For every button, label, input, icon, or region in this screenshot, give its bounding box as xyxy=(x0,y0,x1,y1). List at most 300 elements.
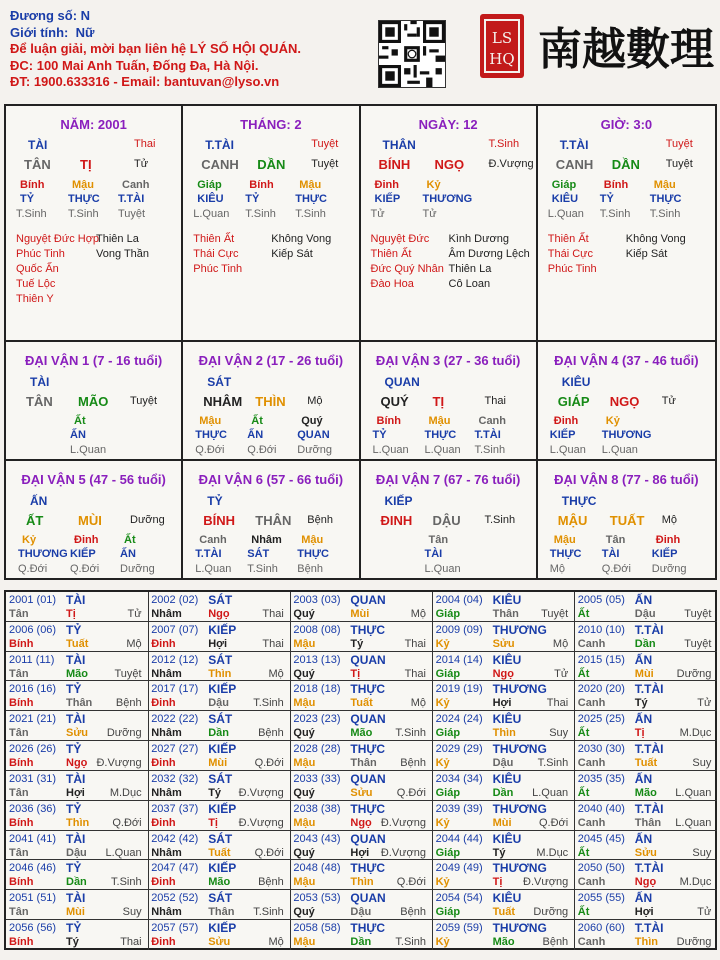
year-stem: Kỷ xyxy=(435,697,450,710)
year-god: SÁT xyxy=(208,652,233,667)
year-god: SÁT xyxy=(208,712,233,727)
dai-van-stem: ĐINH xyxy=(380,513,413,528)
year-cell xyxy=(433,622,576,652)
year-stem: Kỷ xyxy=(435,816,450,829)
pillar-branch: NGỌ xyxy=(434,157,465,172)
dai-van-title: ĐẠI VẬN 1 (7 - 16 tuổi) xyxy=(25,353,163,368)
year-stage: Mộ xyxy=(268,936,284,949)
dv-hidden-stem: Tân xyxy=(428,534,449,546)
year-label: 2018 (18) xyxy=(293,683,341,696)
year-stem: Bính xyxy=(9,697,34,710)
brand-logo xyxy=(478,10,716,82)
year-god: ẤN xyxy=(634,712,653,727)
dv-hidden-stem: Đinh xyxy=(553,415,579,427)
year-stage: Tử xyxy=(697,906,712,919)
year-label: 2022 (22) xyxy=(151,713,199,726)
year-stage: Thai xyxy=(262,637,284,650)
dv-hidden-stage: Q.Đới xyxy=(195,444,225,456)
hidden-stem: Mậu xyxy=(299,179,322,191)
year-cell xyxy=(290,741,433,771)
year-cell xyxy=(6,681,149,711)
year-stem: Kỷ xyxy=(435,637,450,650)
year-cell xyxy=(148,860,291,890)
year-stage: Bệnh xyxy=(542,936,569,949)
hidden-god: THƯƠNG xyxy=(422,193,473,205)
dai-van-title: ĐẠI VẬN 5 (47 - 56 tuổi) xyxy=(21,472,166,487)
contact-line: Để luận giải, mời bạn liên hệ LÝ SỐ HỘI QUÁN. xyxy=(10,41,301,56)
dai-van-stage: Thai xyxy=(484,395,506,407)
year-label: 2037 (37) xyxy=(151,802,199,815)
year-stage: Bệnh xyxy=(400,906,426,919)
year-cell xyxy=(148,592,291,622)
year-god: THỰC xyxy=(350,801,386,816)
pillar-stage: Tuyệt xyxy=(311,158,339,170)
shensha-right: Kiếp Sát xyxy=(271,248,313,260)
year-label: 2045 (45) xyxy=(577,832,625,845)
year-cell xyxy=(290,711,433,741)
pillar-cell xyxy=(6,106,183,342)
year-cell xyxy=(575,890,718,920)
year-god: TÀI xyxy=(66,771,86,786)
year-stage: M.Dục xyxy=(536,846,569,859)
dai-van-cell xyxy=(538,461,715,580)
dv-hidden-stem: Canh xyxy=(478,415,506,427)
year-stem: Bính xyxy=(9,936,34,949)
hidden-god: THỰC xyxy=(649,193,682,205)
year-stem: Giáp xyxy=(435,846,461,859)
pillar-branch-god: T.Sinh xyxy=(488,138,520,150)
year-god: KIÊU xyxy=(492,771,522,786)
year-label: 2059 (59) xyxy=(435,922,483,935)
year-god: KIẾP xyxy=(208,861,237,876)
year-stage: Thai xyxy=(120,936,142,949)
year-stage: Suy xyxy=(549,727,569,740)
year-branch: Tị xyxy=(66,608,76,620)
year-cell xyxy=(575,681,718,711)
year-god: THỰC xyxy=(350,742,386,757)
year-god: ẤN xyxy=(634,891,653,906)
year-cell xyxy=(148,801,291,831)
pillar-branch: DẦN xyxy=(257,157,286,172)
year-cell xyxy=(575,920,718,950)
hidden-stage: T.Sinh xyxy=(245,208,276,220)
dv-hidden-stage: L.Quan xyxy=(70,444,107,456)
dv-hidden-god: TÀI xyxy=(424,548,443,560)
year-branch: Mùi xyxy=(66,906,85,919)
hidden-stem: Mậu xyxy=(653,179,676,191)
year-stage: Suy xyxy=(692,846,712,859)
year-branch: Dần xyxy=(492,786,514,799)
year-stage: T.Sinh xyxy=(537,757,569,770)
gender-value: Nữ xyxy=(75,24,95,40)
svg-text:HQ: HQ xyxy=(489,50,515,68)
year-branch: Mão xyxy=(350,727,373,740)
year-stem: Kỷ xyxy=(435,757,450,770)
year-god: KIẾP xyxy=(208,742,237,757)
year-stage: Tử xyxy=(697,697,712,710)
dai-van-title: ĐẠI VẬN 4 (37 - 46 tuổi) xyxy=(554,353,699,368)
year-cell xyxy=(575,801,718,831)
year-stem: Quý xyxy=(293,906,315,919)
year-stage: Tuyệt xyxy=(114,667,142,680)
year-god: ẤN xyxy=(634,771,653,786)
year-label: 2033 (33) xyxy=(293,772,341,785)
year-god: ẤN xyxy=(634,593,653,607)
dv-hidden-stem: Mậu xyxy=(428,415,451,427)
dai-van-god: QUAN xyxy=(384,375,420,389)
year-stage: Mộ xyxy=(410,608,426,620)
year-god: KIẾP xyxy=(208,622,237,637)
year-god: SÁT xyxy=(208,771,233,786)
dv-hidden-god: ẤN xyxy=(70,429,86,441)
year-stem: Canh xyxy=(577,816,606,829)
pillar-title: NGÀY: 12 xyxy=(418,117,478,132)
dai-van-god: KIÊU xyxy=(561,375,591,389)
year-branch: Tý xyxy=(350,637,364,650)
hidden-stage: T.Sinh xyxy=(68,208,99,220)
hidden-stem: Bính xyxy=(603,179,629,191)
pillar-title: GIỜ: 3:0 xyxy=(600,117,653,132)
year-cell xyxy=(6,711,149,741)
dai-van-branch: MÃO xyxy=(78,394,109,409)
shensha-left: Thiên Y xyxy=(16,293,54,305)
year-branch: Dậu xyxy=(66,846,87,859)
year-stem: Tân xyxy=(9,727,29,740)
dv-hidden-god: SÁT xyxy=(247,548,270,560)
year-label: 2024 (24) xyxy=(435,713,483,726)
year-label: 2030 (30) xyxy=(577,743,625,756)
year-label: 2025 (25) xyxy=(577,713,625,726)
shensha-right: Cô Loan xyxy=(448,278,491,290)
dv-hidden-stem: Kỷ xyxy=(605,415,620,427)
year-branch: Tuất xyxy=(208,846,231,859)
year-cell xyxy=(148,920,291,950)
year-god: THỰC xyxy=(350,622,386,637)
year-label: 2049 (49) xyxy=(435,862,483,875)
pillar-stem: TÂN xyxy=(24,157,51,172)
year-god: THƯƠNG xyxy=(492,622,547,637)
dv-hidden-stem: Canh xyxy=(199,534,227,546)
year-stage: Q.Đới xyxy=(112,816,142,829)
dai-van-branch: TỊ xyxy=(432,394,445,409)
year-god: THƯƠNG xyxy=(492,742,547,757)
year-stem: Đinh xyxy=(151,936,176,949)
year-stage: Mộ xyxy=(268,667,284,680)
year-god: TỶ xyxy=(66,622,82,637)
year-stem: Quý xyxy=(293,846,315,859)
pillar-stem: CANH xyxy=(201,157,239,172)
year-label: 2056 (56) xyxy=(9,922,57,935)
hidden-god: THỰC xyxy=(68,193,100,205)
dai-van-cell xyxy=(361,461,538,580)
dv-hidden-stage: L.Quan xyxy=(424,563,461,575)
dv-hidden-god: THƯƠNG xyxy=(601,429,652,441)
year-label: 2053 (53) xyxy=(293,892,341,905)
year-god: TỶ xyxy=(66,742,82,757)
year-god: QUAN xyxy=(350,593,386,607)
dv-hidden-stage: L.Quan xyxy=(424,444,461,456)
year-stem: Canh xyxy=(577,936,606,949)
year-cell xyxy=(290,801,433,831)
year-stem: Nhâm xyxy=(151,906,182,919)
hidden-stem: Giáp xyxy=(197,179,222,191)
year-label: 2048 (48) xyxy=(293,862,341,875)
year-god: TÀI xyxy=(66,593,86,607)
dv-hidden-god: T.TÀI xyxy=(474,429,501,441)
year-label: 2034 (34) xyxy=(435,772,483,785)
year-branch: Ngọ xyxy=(350,816,372,829)
year-stem: Mậu xyxy=(293,816,316,829)
year-branch: Dậu xyxy=(350,906,372,919)
year-stem: Nhâm xyxy=(151,727,182,740)
year-branch: Sửu xyxy=(208,936,231,949)
hidden-god: T.TÀI xyxy=(118,193,145,205)
dv-hidden-stem: Đinh xyxy=(74,534,99,546)
dv-hidden-stem: Mậu xyxy=(199,415,222,427)
year-label: 2010 (10) xyxy=(577,623,625,636)
year-stage: Mộ xyxy=(126,637,142,650)
dv-hidden-stem: Ất xyxy=(124,534,136,546)
year-cell xyxy=(148,771,291,801)
year-stem: Canh xyxy=(577,757,606,770)
year-stem: Giáp xyxy=(435,608,461,620)
shensha-left: Thiên Ất xyxy=(370,248,412,260)
hidden-stem: Mậu xyxy=(72,179,94,191)
year-stage: Dưỡng xyxy=(676,936,712,949)
year-stage: Đ.Vượng xyxy=(523,876,569,889)
year-god: KIÊU xyxy=(492,891,522,906)
year-branch: Thân xyxy=(350,757,377,770)
year-label: 2014 (14) xyxy=(435,653,483,666)
year-stem: Ất xyxy=(577,667,590,680)
year-stem: Nhâm xyxy=(151,667,182,680)
dv-hidden-god: THỰC xyxy=(549,548,582,560)
dai-van-branch: DẬU xyxy=(432,513,461,528)
hidden-stage: L.Quan xyxy=(547,208,584,220)
phone-email-line: ĐT: 1900.633316 - Email: bantuvan@lyso.vn xyxy=(10,74,280,89)
year-cell xyxy=(433,860,576,890)
year-stage: M.Dục xyxy=(679,727,712,740)
year-stem: Giáp xyxy=(435,727,461,740)
year-god: TÀI xyxy=(66,652,86,667)
hidden-god: THỰC xyxy=(295,193,327,205)
pillar-stem-god: THÂN xyxy=(382,138,416,152)
year-god: SÁT xyxy=(208,831,233,846)
dai-van-branch: THÌN xyxy=(255,394,286,409)
hidden-stage: T.Sinh xyxy=(599,208,631,220)
year-cell xyxy=(575,622,718,652)
year-cell xyxy=(575,741,718,771)
year-cell xyxy=(6,622,149,652)
year-cell xyxy=(148,890,291,920)
year-cell xyxy=(148,831,291,861)
dv-hidden-stage: Bệnh xyxy=(297,563,323,575)
year-god: TÀI xyxy=(66,831,86,846)
pillar-title: NĂM: 2001 xyxy=(60,117,127,132)
year-label: 2008 (08) xyxy=(293,623,341,636)
dai-van-branch: TUẤT xyxy=(609,513,645,528)
dai-van-stage: Tử xyxy=(661,395,676,407)
shensha-right: Không Vong xyxy=(625,233,686,245)
year-branch: Dần xyxy=(634,637,656,650)
pillar-stage: Tuyệt xyxy=(665,158,693,170)
dai-van-stem: MẬU xyxy=(557,513,588,528)
year-stem: Canh xyxy=(577,876,606,889)
year-stem: Ất xyxy=(577,727,590,740)
year-label: 2058 (58) xyxy=(293,922,341,935)
dv-hidden-stem: Nhâm xyxy=(251,534,282,546)
year-cell xyxy=(433,711,576,741)
dai-van-branch: NGỌ xyxy=(609,394,640,409)
year-label: 2051 (51) xyxy=(9,892,57,905)
year-stem: Mậu xyxy=(293,757,316,770)
year-god: SÁT xyxy=(208,593,233,607)
year-stem: Quý xyxy=(293,667,315,680)
year-stage: Dưỡng xyxy=(676,667,712,680)
year-god: TỶ xyxy=(66,861,82,876)
year-stage: Đ.Vượng xyxy=(96,757,142,770)
year-stem: Kỷ xyxy=(435,876,450,889)
year-branch: Mùi xyxy=(492,816,512,829)
dai-van-stage: T.Sinh xyxy=(484,514,516,526)
year-stage: Q.Đới xyxy=(396,786,426,799)
year-stage: T.Sinh xyxy=(111,876,142,889)
shensha-left: Phúc Tinh xyxy=(193,263,243,275)
year-cell xyxy=(290,592,433,622)
year-stage: Q.Đới xyxy=(396,876,426,889)
year-branch: Tuất xyxy=(492,906,515,919)
dv-hidden-stage: T.Sinh xyxy=(247,563,278,575)
dv-hidden-stem: Tân xyxy=(605,534,626,546)
dai-van-title: ĐẠI VẬN 7 (67 - 76 tuổi) xyxy=(375,472,521,487)
dv-hidden-stage: L.Quan xyxy=(372,444,409,456)
year-label: 2032 (32) xyxy=(151,772,199,785)
dai-van-stem: ẤT xyxy=(26,513,44,528)
hidden-stem: Bính xyxy=(249,179,274,191)
year-stage: Thai xyxy=(404,667,426,680)
owner-name: N xyxy=(80,8,91,23)
year-branch: Sửu xyxy=(66,727,89,740)
year-stage: Q.Đới xyxy=(254,757,284,770)
dai-van-stem: NHÂM xyxy=(203,394,243,409)
year-label: 2013 (13) xyxy=(293,653,341,666)
dv-hidden-god: KIẾP xyxy=(549,429,576,441)
year-cell xyxy=(6,592,149,622)
year-god: ẤN xyxy=(634,652,653,667)
dai-van-title: ĐẠI VẬN 2 (17 - 26 tuổi) xyxy=(198,353,344,368)
year-cell xyxy=(575,771,718,801)
year-god: SÁT xyxy=(208,891,233,906)
year-label: 2031 (31) xyxy=(9,772,57,785)
year-branch: Ngọ xyxy=(634,876,657,889)
year-branch: Thìn xyxy=(66,816,90,829)
year-stem: Bính xyxy=(9,816,34,829)
year-branch: Mùi xyxy=(208,757,228,770)
year-cell xyxy=(575,592,718,622)
shensha-left: Tuế Lộc xyxy=(16,278,56,290)
year-stem: Đinh xyxy=(151,637,176,650)
pillar-cell xyxy=(183,106,360,342)
year-god: KIÊU xyxy=(492,652,522,667)
year-stage: Thai xyxy=(262,608,284,620)
pillar-branch-god: Thai xyxy=(134,138,156,150)
year-cell xyxy=(148,681,291,711)
year-god: KIẾP xyxy=(208,801,237,816)
shensha-left: Phúc Tinh xyxy=(16,248,65,260)
year-cell xyxy=(148,622,291,652)
year-stem: Tân xyxy=(9,608,29,620)
year-stage: Đ.Vượng xyxy=(380,816,426,829)
year-god: QUAN xyxy=(350,891,386,906)
year-god: TÀI xyxy=(66,891,86,906)
year-cell xyxy=(433,741,576,771)
dv-hidden-stage: Dưỡng xyxy=(120,563,155,575)
year-label: 2007 (07) xyxy=(151,623,199,636)
year-stage: Thai xyxy=(404,637,426,650)
year-stem: Quý xyxy=(293,608,315,620)
year-branch: Tị xyxy=(208,816,218,829)
year-branch: Thìn xyxy=(208,667,232,680)
year-cell xyxy=(290,890,433,920)
dv-hidden-god: THỰC xyxy=(297,548,329,560)
shensha-left: Nguyệt Đức Hợp xyxy=(16,233,100,245)
year-stage: T.Sinh xyxy=(395,936,426,949)
hidden-god: KIÊU xyxy=(197,193,224,205)
dv-hidden-god: QUAN xyxy=(297,429,330,441)
shensha-left: Thái Cực xyxy=(193,248,239,260)
shensha-right: Kiếp Sát xyxy=(625,248,668,260)
dai-van-cell xyxy=(183,461,360,580)
year-cell xyxy=(575,652,718,682)
hidden-stem: Giáp xyxy=(551,179,577,191)
year-stage: Tuyệt xyxy=(684,637,712,650)
pillar-branch-god: Tuyệt xyxy=(311,138,339,150)
dai-van-stage: Mộ xyxy=(307,395,323,407)
dv-hidden-stem: Ất xyxy=(251,415,263,427)
dai-van-cell xyxy=(538,342,715,461)
year-label: 2029 (29) xyxy=(435,743,483,756)
year-god: QUAN xyxy=(350,712,386,727)
dv-hidden-stage: L.Quan xyxy=(195,563,232,575)
dai-van-cell xyxy=(361,342,538,461)
year-label: 2055 (55) xyxy=(577,892,625,905)
year-stage: Tuyệt xyxy=(684,608,712,620)
year-god: KIÊU xyxy=(492,593,522,607)
shensha-left: Đức Quý Nhân xyxy=(370,263,444,275)
year-stem: Quý xyxy=(293,786,315,799)
year-cell xyxy=(290,860,433,890)
dai-van-stage: Dưỡng xyxy=(130,514,165,526)
year-god: T.TÀI xyxy=(634,622,664,637)
year-cell xyxy=(433,890,576,920)
dv-hidden-god: THỰC xyxy=(195,429,227,441)
year-stem: Bính xyxy=(9,637,34,650)
year-stem: Kỷ xyxy=(435,936,450,949)
year-stage: Đ.Vượng xyxy=(238,786,284,799)
dai-van-title: ĐẠI VẬN 3 (27 - 36 tuổi) xyxy=(375,353,521,368)
year-stem: Bính xyxy=(9,876,34,889)
year-stem: Ất xyxy=(577,608,590,620)
year-stage: Bệnh xyxy=(258,727,284,740)
shensha-right: Kình Dương xyxy=(448,233,509,245)
year-god: T.TÀI xyxy=(634,742,664,757)
year-stage: Thai xyxy=(546,697,569,710)
year-stem: Quý xyxy=(293,727,315,740)
year-label: 2015 (15) xyxy=(577,653,625,666)
year-stem: Tân xyxy=(9,667,29,680)
year-stem: Giáp xyxy=(435,667,461,680)
year-label: 2011 (11) xyxy=(9,653,55,666)
